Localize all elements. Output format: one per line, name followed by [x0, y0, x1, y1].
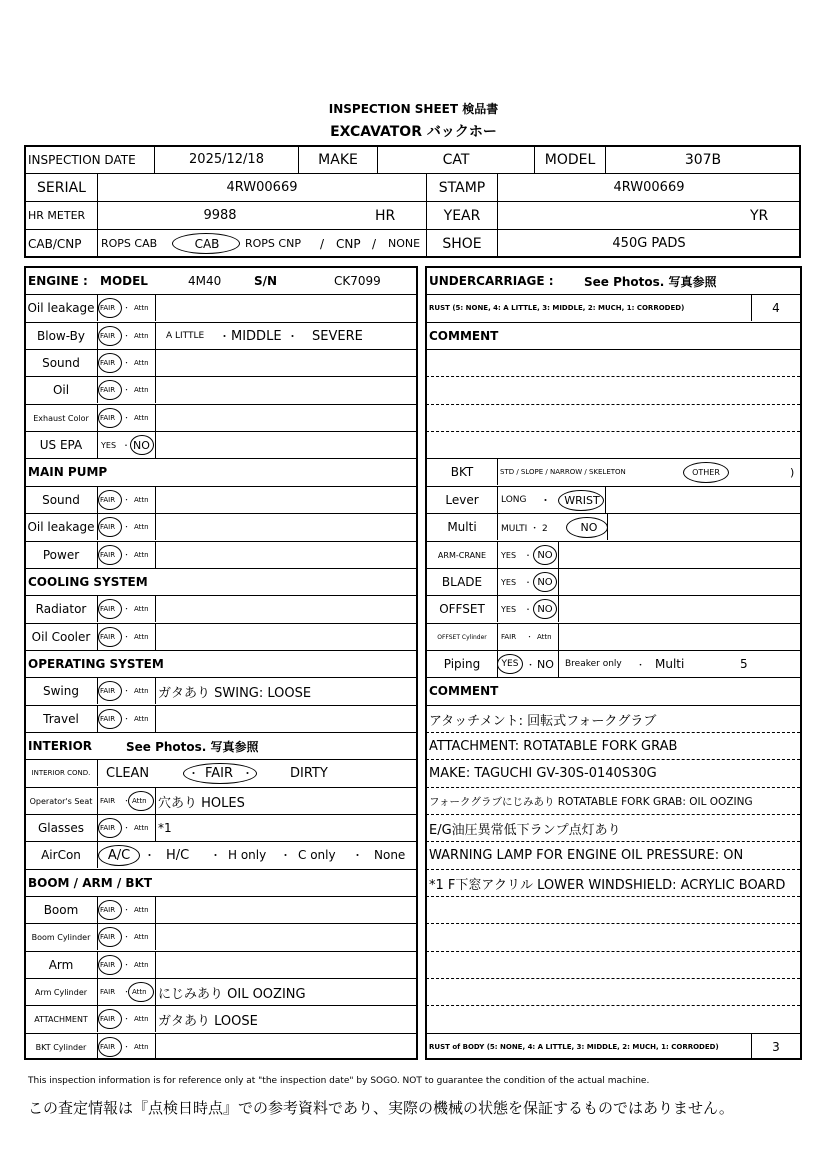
blade-label: BLADE — [441, 575, 483, 589]
attn-option[interactable]: Attn — [134, 687, 149, 695]
lever-long: LONG — [501, 495, 527, 505]
dot-sep: ・ — [123, 359, 130, 367]
offset-cylinder-label: OFFSET Cylinder — [437, 633, 487, 641]
bkt-paren: ) — [790, 465, 795, 479]
fair-circle — [98, 1037, 122, 1057]
pump-oil-leakage-label: Oil leakage — [27, 520, 95, 534]
dot-sep: ・ — [123, 633, 130, 641]
fair-circle — [98, 709, 122, 729]
aircon-ac: A/C — [107, 847, 131, 863]
cab-opt-cnp: CNP — [336, 236, 361, 251]
attachment-note: ガタあり LOOSE — [158, 1013, 258, 1029]
dot-sep: ・ — [526, 660, 536, 671]
dot-sep: ・ — [123, 988, 130, 996]
dot-sep: ・ — [210, 849, 221, 862]
dot-sep: ・ — [123, 715, 130, 723]
right-col-line — [497, 595, 498, 622]
left-col-line — [155, 705, 156, 732]
model-label: MODEL — [544, 151, 596, 168]
pump-power-label: Power — [42, 548, 80, 562]
fair-circle — [98, 545, 122, 565]
dot-sep: ・ — [219, 330, 230, 343]
swing-label: Swing — [43, 684, 79, 698]
attn-option[interactable]: Attn — [134, 1015, 149, 1023]
serial-label: SERIAL — [37, 179, 86, 196]
fair-circle — [98, 517, 122, 537]
yes-option[interactable]: YES — [501, 577, 517, 587]
dot-sep: ・ — [123, 687, 130, 695]
left-col-line — [155, 486, 156, 513]
cab-opt-none: NONE — [388, 237, 421, 250]
fair-option[interactable]: FAIR — [100, 414, 116, 422]
fair-option[interactable]: FAIR — [100, 933, 116, 941]
right-col-line — [497, 486, 498, 513]
left-col-line — [155, 677, 156, 704]
piping-no: NO — [537, 657, 554, 671]
left-col-line — [155, 294, 156, 321]
blow-by-label: Blow-By — [37, 329, 85, 343]
left-col-line — [155, 951, 156, 978]
dot-sep: ・ — [287, 330, 298, 343]
left-col-line — [155, 431, 156, 458]
bkt-other: OTHER — [692, 467, 720, 477]
year-label: YEAR — [443, 207, 481, 224]
engine-sn-value: CK7099 — [334, 274, 381, 288]
glasses-label: Glasses — [37, 821, 85, 835]
blow-by-severe: SEVERE — [312, 328, 363, 344]
yes-option[interactable]: YES — [501, 604, 517, 614]
fair-option[interactable]: FAIR — [100, 687, 116, 695]
bkt-label: BKT — [450, 465, 474, 479]
comment2-header: COMMENT — [429, 684, 499, 698]
right-col-line — [497, 623, 498, 650]
model-value: 307B — [684, 151, 722, 168]
fair-option[interactable]: FAIR — [100, 332, 116, 340]
engine-label: ENGINE : — [28, 274, 88, 288]
right-col-line — [558, 541, 559, 568]
right-dash-line — [426, 978, 800, 979]
arm-label: Arm — [48, 958, 74, 972]
attn-option[interactable]: Attn — [134, 1043, 149, 1051]
fair-circle — [98, 490, 122, 510]
dot-sep: ・ — [524, 604, 532, 614]
cab-sep-1: / — [320, 236, 325, 251]
right-dash-line — [426, 923, 800, 924]
aircon-h-only: H only — [228, 848, 267, 862]
fair-option[interactable]: FAIR — [100, 551, 116, 559]
rust-value: 4 — [772, 301, 780, 315]
cooling-system-header: COOLING SYSTEM — [28, 575, 148, 589]
left-col-line — [155, 513, 156, 540]
right-dash-line — [426, 951, 800, 952]
attn-option[interactable]: Attn — [134, 332, 149, 340]
shoe-label: SHOE — [442, 235, 482, 252]
attn-circle — [128, 791, 154, 811]
dot-sep: ・ — [122, 440, 130, 450]
left-col-line — [97, 759, 98, 786]
dot-sep: ・ — [123, 496, 130, 504]
dot-sep: ・ — [123, 304, 130, 312]
no-option[interactable]: NO — [537, 549, 553, 561]
engine-oil-label: Oil — [52, 383, 70, 397]
us-epa-label: US EPA — [39, 438, 83, 452]
cab-opt-cab: CAB — [194, 236, 220, 251]
interior-clean: CLEAN — [106, 765, 150, 781]
interior-fair: FAIR — [204, 765, 234, 781]
fair-option[interactable]: FAIR — [100, 359, 116, 367]
fair-option[interactable]: FAIR — [100, 304, 116, 312]
dot-sep: ・ — [123, 523, 130, 531]
stamp-value: 4RW00669 — [613, 180, 685, 195]
dot-sep: ・ — [123, 386, 130, 394]
left-col-line — [97, 431, 98, 458]
fair-circle — [98, 380, 122, 400]
offset-cyl-fair[interactable]: FAIR — [501, 633, 517, 641]
interior-header: INTERIOR — [28, 739, 93, 753]
dot-sep: ・ — [123, 933, 130, 941]
blow-by-a-little: A LITTLE — [166, 331, 205, 341]
dot-sep: ・ — [123, 332, 130, 340]
right-col-line — [558, 650, 559, 677]
fair-circle — [98, 681, 122, 701]
left-col-line — [155, 1005, 156, 1032]
dot-sep: ・ — [540, 494, 551, 507]
cab-opt-rops-cnp: ROPS CNP — [245, 237, 301, 250]
make-label: MAKE — [318, 151, 358, 168]
dot-sep: ・ — [123, 824, 130, 832]
radiator-label: Radiator — [35, 602, 87, 616]
fair-option[interactable]: FAIR — [100, 496, 116, 504]
undercarriage-header: UNDERCARRIAGE : — [429, 274, 554, 288]
fair-circle — [98, 599, 122, 619]
blow-by-middle: MIDDLE — [231, 328, 282, 344]
right-col-line — [497, 513, 498, 540]
sheet-subtitle: EXCAVATOR バックホー — [330, 124, 497, 140]
left-col-line — [155, 978, 156, 1005]
no-circle — [533, 599, 557, 619]
cab-sep-2: / — [372, 236, 377, 251]
left-col-line — [155, 349, 156, 376]
hr-meter-label: HR METER — [28, 209, 86, 222]
left-col-line — [155, 322, 156, 349]
comment-header: COMMENT — [429, 329, 499, 343]
left-col-line — [155, 896, 156, 923]
aircon-label: AirCon — [41, 848, 81, 862]
attn-option[interactable]: Attn — [132, 797, 147, 805]
engine-sound-label: Sound — [42, 356, 80, 370]
fair-circle — [98, 353, 122, 373]
attn-option[interactable]: Attn — [134, 386, 149, 394]
aircon-none: None — [374, 848, 406, 862]
right-col-line — [497, 568, 498, 595]
right-col-line — [558, 623, 559, 650]
right-dash-line — [426, 431, 800, 432]
engine-model-label: MODEL — [100, 274, 148, 288]
dot-sep: ・ — [123, 906, 130, 914]
no-option[interactable]: NO — [537, 603, 553, 615]
piping-label: Piping — [443, 657, 481, 671]
left-col-line — [155, 404, 156, 431]
right-col-line — [497, 458, 498, 485]
fair-option[interactable]: FAIR — [100, 797, 116, 805]
dot-sep: ・ — [524, 550, 532, 560]
left-col-line — [155, 923, 156, 950]
arm-crane-label: ARM-CRANE — [437, 550, 487, 560]
fair-option[interactable]: FAIR — [100, 1043, 116, 1051]
lever-label: Lever — [445, 493, 479, 507]
pump-sound-label: Sound — [42, 493, 80, 507]
fair-circle — [98, 1009, 122, 1029]
piping-multi: Multi — [655, 657, 685, 671]
attn-option[interactable]: Attn — [134, 414, 149, 422]
fair-circle — [98, 627, 122, 647]
right-col-line — [558, 595, 559, 622]
multi-no: NO — [580, 520, 598, 534]
left-col-line — [155, 1033, 156, 1060]
bkt-options: STD / SLOPE / NARROW / SKELETON — [500, 468, 626, 476]
arm-cylinder-note: にじみあり OIL OOZING — [158, 986, 306, 1002]
fair-option[interactable]: FAIR — [100, 633, 116, 641]
fair-option[interactable]: FAIR — [100, 906, 116, 914]
fair-circle — [98, 326, 122, 346]
engine-sn-label: S/N — [254, 274, 278, 288]
fair-circle — [98, 900, 122, 920]
inspection-date-value: 2025/12/18 — [189, 152, 264, 167]
yes-option[interactable]: YES — [501, 550, 517, 560]
left-col-line — [155, 376, 156, 403]
right-col-line — [605, 486, 606, 513]
left-col-line — [97, 978, 98, 1005]
dot-sep: ・ — [636, 660, 646, 671]
fair-circle — [98, 408, 122, 428]
dot-sep: ・ — [188, 767, 199, 780]
attn-option[interactable]: Attn — [134, 359, 149, 367]
boom-label: Boom — [43, 903, 79, 917]
interior-photos: See Photos. 写真参照 — [126, 739, 259, 754]
footer-disclaimer-en: This inspection information is for reference only at "the inspection date" by SOGO. NOT to guarantee the condition of the actual machine. — [28, 1076, 650, 1086]
arm-cylinder-label: Arm Cylinder — [34, 987, 88, 997]
dot-sep: ・ — [123, 551, 130, 559]
inspection-date-label: INSPECTION DATE — [28, 152, 136, 167]
attn-option[interactable]: Attn — [134, 824, 149, 832]
dot-sep: ・ — [123, 605, 130, 613]
attn-option[interactable]: Attn — [132, 988, 147, 996]
right-dash-line — [426, 376, 800, 377]
piping-yes: YES — [501, 659, 519, 669]
engine-model-value: 4M40 — [188, 274, 222, 288]
dot-sep: ・ — [123, 1015, 130, 1023]
cab-selected-oval — [172, 233, 240, 254]
main-pump-header: MAIN PUMP — [28, 465, 108, 479]
no-circle — [533, 545, 557, 565]
year-unit: YR — [750, 207, 769, 224]
hr-meter-value: 9988 — [203, 208, 237, 223]
attn-option[interactable]: Attn — [134, 906, 149, 914]
comment-line: アタッチメント: 回転式フォークグラブ — [429, 713, 657, 729]
footer-disclaimer-jp: この査定情報は『点検日時点』での参考資料であり、実際の機械の状態を保証するものではありません。 — [28, 1099, 734, 1117]
aircon-ac-oval — [98, 845, 140, 866]
serial-value: 4RW00669 — [226, 180, 298, 195]
travel-label: Travel — [43, 712, 79, 726]
attn-option[interactable]: Attn — [134, 551, 149, 559]
glasses-note: *1 — [158, 821, 172, 835]
fair-option[interactable]: FAIR — [100, 824, 116, 832]
us-epa-no[interactable]: NO — [133, 438, 150, 452]
attn-option[interactable]: Attn — [134, 933, 149, 941]
hr-unit: HR — [375, 207, 396, 224]
attn-option[interactable]: Attn — [134, 961, 149, 969]
comment-line: ATTACHMENT: ROTATABLE FORK GRAB — [429, 738, 678, 754]
cab-label: CAB/CNP — [28, 236, 82, 251]
attn-option[interactable]: Attn — [134, 633, 149, 641]
no-circle — [533, 572, 557, 592]
comment-line: フォークグラブにじみあり ROTATABLE FORK GRAB: OIL OOZING — [429, 795, 753, 808]
exhaust-color-label: Exhaust Color — [33, 413, 89, 423]
fair-option[interactable]: FAIR — [100, 523, 116, 531]
left-col-line — [97, 787, 98, 814]
fair-option[interactable]: FAIR — [100, 715, 116, 723]
make-value: CAT — [442, 151, 470, 168]
multi-label: Multi — [447, 520, 477, 534]
lever-wrist: WRIST — [564, 493, 600, 507]
aircon-hc: H/C — [166, 847, 190, 863]
rust-body-value: 3 — [772, 1040, 780, 1054]
dot-sep: ・ — [524, 577, 532, 587]
rust-label: RUST (5: NONE, 4: A LITTLE, 3: MIDDLE, 2: MUCH, 1: CORRODED) — [429, 304, 685, 312]
attn-option[interactable]: Attn — [134, 605, 149, 613]
us-epa-yes[interactable]: YES — [101, 440, 117, 450]
comment-line: *1 F下窓アクリル LOWER WINDSHIELD: ACRYLIC BOARD — [429, 877, 786, 893]
fair-circle — [98, 955, 122, 975]
fair-circle — [98, 818, 122, 838]
boom-arm-bkt-header: BOOM / ARM / BKT — [28, 876, 153, 890]
left-col-line — [155, 595, 156, 622]
left-col-line — [155, 787, 156, 814]
comment-line: MAKE: TAGUCHI GV-30S-0140S30G — [429, 765, 657, 781]
aircon-c-only: C only — [298, 848, 336, 862]
lever-wrist-oval — [558, 490, 604, 511]
offset-label: OFFSET — [439, 602, 485, 616]
shoe-value: 450G PADS — [612, 236, 686, 251]
piping-value: 5 — [740, 657, 748, 671]
piping-yes-oval — [497, 654, 523, 674]
dot-sep: ・ — [123, 1043, 130, 1051]
fair-option[interactable]: FAIR — [100, 386, 116, 394]
fair-option[interactable]: FAIR — [100, 1015, 116, 1023]
bkt-cylinder-label: BKT Cylinder — [35, 1042, 87, 1052]
dot-sep: ・ — [123, 961, 130, 969]
dot-sep: ・ — [352, 849, 363, 862]
attn-option[interactable]: Attn — [134, 496, 149, 504]
stamp-label: STAMP — [438, 179, 486, 196]
left-col-line — [155, 541, 156, 568]
multi-no-oval — [566, 517, 608, 538]
comment-line: WARNING LAMP FOR ENGINE OIL PRESSURE: ON — [429, 847, 744, 863]
dot-sep: ・ — [526, 633, 533, 641]
right-col-line — [497, 541, 498, 568]
dot-sep: ・ — [123, 797, 130, 805]
oil-cooler-label: Oil Cooler — [31, 630, 91, 644]
offset-cyl-attn[interactable]: Attn — [537, 633, 552, 641]
comment-line: E/G油圧異常低下ランプ点灯あり — [429, 822, 621, 838]
left-col-line — [155, 623, 156, 650]
swing-note: ガタあり SWING: LOOSE — [158, 685, 312, 701]
fair-circle — [98, 927, 122, 947]
bkt-other-oval — [683, 462, 729, 483]
right-row-line — [426, 349, 800, 350]
fair-option[interactable]: FAIR — [100, 961, 116, 969]
interior-dirty: DIRTY — [290, 765, 328, 781]
left-col-line — [155, 814, 156, 841]
attachment-label: ATTACHMENT — [34, 1014, 88, 1024]
boom-cylinder-label: Boom Cylinder — [31, 932, 91, 942]
dot-sep: ・ — [123, 414, 130, 422]
right-dash-line — [426, 896, 800, 897]
fair-option[interactable]: FAIR — [100, 988, 116, 996]
attn-option[interactable]: Attn — [134, 715, 149, 723]
cab-opt-rops-cab: ROPS CAB — [101, 237, 158, 250]
right-col-line — [558, 568, 559, 595]
dot-sep: ・ — [144, 849, 155, 862]
attn-option[interactable]: Attn — [134, 523, 149, 531]
operating-system-header: OPERATING SYSTEM — [28, 657, 164, 671]
rust-body-label: RUST of BODY (5: NONE, 4: A LITTLE, 3: MIDDLE, 2: MUCH, 1: CORRODED) — [429, 1043, 719, 1051]
sheet-title: INSPECTION SHEET 検品書 — [328, 102, 499, 116]
attn-option[interactable]: Attn — [134, 304, 149, 312]
no-circle — [130, 435, 154, 455]
right-dash-line — [426, 1005, 800, 1006]
attn-circle — [128, 982, 154, 1002]
operators-seat-label: Operator's Seat — [29, 796, 93, 806]
right-dash-line — [426, 404, 800, 405]
dot-sep: ・ — [280, 849, 291, 862]
interior-cond-label: INTERIOR COND. — [31, 769, 91, 777]
multi-options: MULTI ・ 2 — [501, 523, 548, 534]
seat-note: 穴あり HOLES — [158, 795, 245, 811]
fair-option[interactable]: FAIR — [100, 605, 116, 613]
undercarriage-photos: See Photos. 写真参照 — [584, 274, 717, 289]
fair-circle — [98, 298, 122, 318]
oil-leakage-label: Oil leakage — [27, 301, 95, 315]
no-option[interactable]: NO — [537, 576, 553, 588]
breaker-only: Breaker only — [565, 659, 622, 669]
dot-sep: ・ — [242, 767, 253, 780]
